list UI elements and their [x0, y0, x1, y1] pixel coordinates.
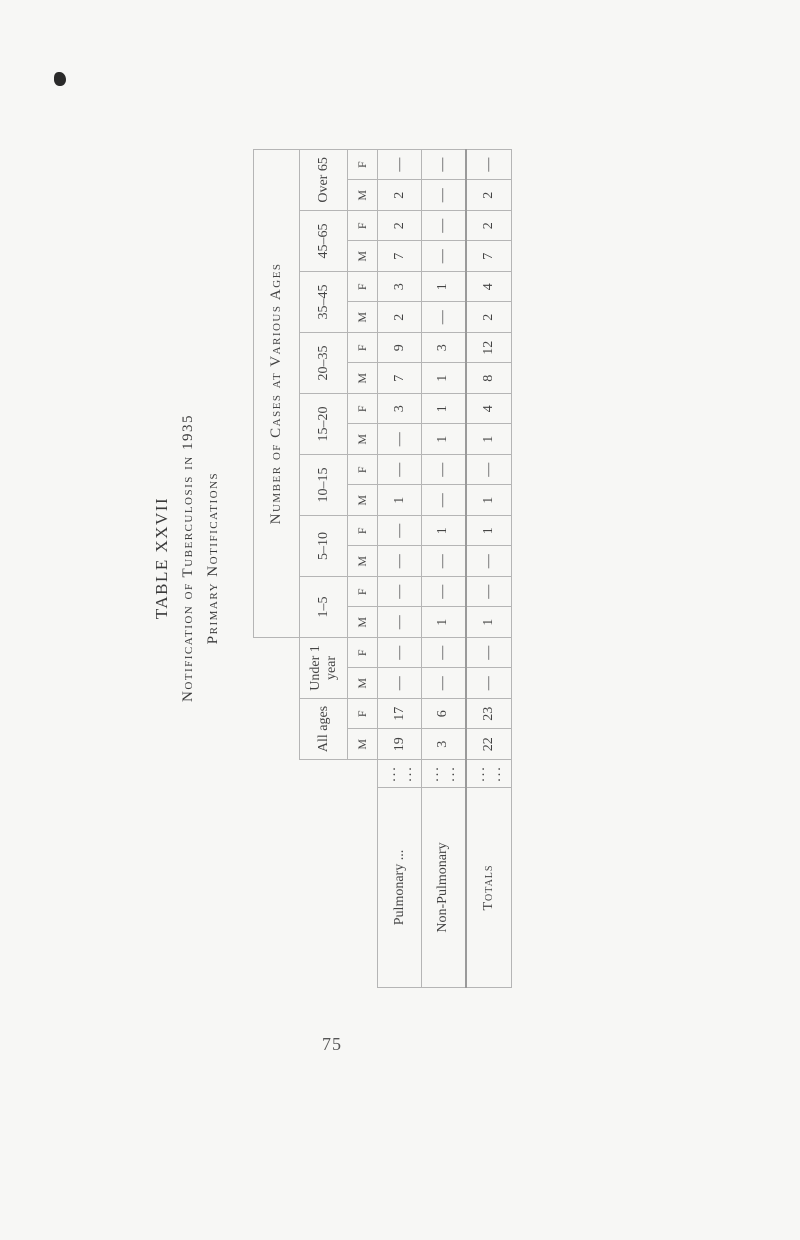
- table-cell: 2: [378, 180, 422, 211]
- table-subtitle: Notification of Tuberculosis in 1935: [180, 414, 196, 703]
- row-leader-dots: ... ...: [378, 760, 422, 788]
- table-cell: 2: [378, 302, 422, 333]
- table-cell: 7: [466, 241, 512, 272]
- table-cell: 1: [422, 607, 466, 638]
- sex-header-m: M: [348, 180, 378, 211]
- sex-header-f: F: [348, 699, 378, 730]
- header-age-group: 1–5: [300, 577, 348, 638]
- table-cell: —: [466, 577, 512, 608]
- sex-header-m: M: [348, 546, 378, 577]
- header-age-group: 20–35: [300, 333, 348, 394]
- ink-speck: [54, 72, 66, 86]
- table-cell: 3: [422, 729, 466, 760]
- table-cell: 1: [422, 424, 466, 455]
- header-age-group: 15–20: [300, 394, 348, 455]
- sex-header-m: M: [348, 302, 378, 333]
- sex-header-m: M: [348, 363, 378, 394]
- blank-spacer: [254, 638, 300, 760]
- table-cell: 7: [378, 363, 422, 394]
- header-age-group: 45–65: [300, 211, 348, 272]
- table-cell: 3: [378, 272, 422, 303]
- table-cell: 23: [466, 699, 512, 730]
- table-cell: —: [466, 638, 512, 669]
- table-cell: —: [422, 302, 466, 333]
- table-cell: 8: [466, 363, 512, 394]
- table-cell: —: [378, 455, 422, 486]
- table-cell: 3: [378, 394, 422, 425]
- rotated-table-block: [148, 128, 513, 988]
- table-cell: —: [378, 638, 422, 669]
- table-cell: 1: [422, 516, 466, 547]
- sex-header-m: M: [348, 729, 378, 760]
- table-cell: 1: [466, 424, 512, 455]
- sex-header-f: F: [348, 516, 378, 547]
- table-cell: 4: [466, 272, 512, 303]
- table-cell: —: [466, 546, 512, 577]
- table-cell: —: [466, 455, 512, 486]
- table-cell: —: [422, 211, 466, 242]
- table-cell: —: [466, 668, 512, 699]
- header-age-group: 5–10: [300, 516, 348, 577]
- table-cell: —: [378, 607, 422, 638]
- table-cell: 1: [422, 363, 466, 394]
- table-cell: —: [378, 516, 422, 547]
- sex-header-f: F: [348, 394, 378, 425]
- sex-header-m: M: [348, 607, 378, 638]
- table-titles: [148, 128, 253, 988]
- table-cell: 12: [466, 333, 512, 364]
- sex-header-f: F: [348, 333, 378, 364]
- table-subtitle-2: Primary Notifications: [205, 471, 221, 645]
- sex-header-m: M: [348, 485, 378, 516]
- blank-corner: [254, 760, 300, 988]
- blank-label-head: [300, 760, 348, 988]
- sex-header-f: F: [348, 638, 378, 669]
- header-age-group: Over 65: [300, 149, 348, 210]
- table-cell: —: [378, 577, 422, 608]
- table-cell: 2: [466, 180, 512, 211]
- table-cell: 2: [378, 211, 422, 242]
- row-leader-dots: ... ...: [466, 760, 512, 788]
- sex-header-m: M: [348, 241, 378, 272]
- table-cell: 1: [422, 272, 466, 303]
- notifications-table: [253, 149, 512, 988]
- table-row-non-pulmonary: [422, 149, 466, 987]
- table-cell: 1: [466, 607, 512, 638]
- table-cell: —: [422, 638, 466, 669]
- table-cell: —: [378, 424, 422, 455]
- table-cell: —: [422, 180, 466, 211]
- row-label: Non-Pulmonary: [422, 788, 466, 988]
- table-cell: —: [378, 546, 422, 577]
- table-cell: —: [378, 668, 422, 699]
- table-row-pulmonary: [378, 149, 422, 987]
- header-age-group: 35–45: [300, 272, 348, 333]
- blank-label-sex: [348, 760, 378, 988]
- ages-caption: Number of Cases at Various Ages: [254, 149, 300, 637]
- table-cell: 19: [378, 729, 422, 760]
- sex-header-f: F: [348, 272, 378, 303]
- sex-header-f: F: [348, 211, 378, 242]
- table-cell: 2: [466, 302, 512, 333]
- table-cell: 1: [422, 394, 466, 425]
- table-cell: —: [422, 455, 466, 486]
- page-number: 75: [322, 1034, 342, 1054]
- sex-header-f: F: [348, 577, 378, 608]
- table-cell: —: [422, 241, 466, 272]
- table-cell: 1: [466, 485, 512, 516]
- table-cell: 4: [466, 394, 512, 425]
- table-cell: 7: [378, 241, 422, 272]
- sex-header-m: M: [348, 424, 378, 455]
- table-cell: 1: [466, 516, 512, 547]
- table-cell: 6: [422, 699, 466, 730]
- sex-header-f: F: [348, 149, 378, 180]
- table-cell: —: [422, 485, 466, 516]
- table-cell: 9: [378, 333, 422, 364]
- table-cell: —: [422, 546, 466, 577]
- table-cell: —: [466, 149, 512, 180]
- header-age-group: 10–15: [300, 455, 348, 516]
- table-cell: —: [422, 577, 466, 608]
- table-row-totals: [466, 149, 512, 987]
- table-cell: 22: [466, 729, 512, 760]
- header-all-ages: All ages: [300, 699, 348, 760]
- row-leader-dots: ... ...: [422, 760, 466, 788]
- sex-header-m: M: [348, 668, 378, 699]
- row-label: Pulmonary ...: [378, 788, 422, 988]
- table-cell: 2: [466, 211, 512, 242]
- sex-header-f: F: [348, 455, 378, 486]
- table-cell: 3: [422, 333, 466, 364]
- table-cell: —: [378, 149, 422, 180]
- table-cell: —: [422, 668, 466, 699]
- table-cell: 1: [378, 485, 422, 516]
- row-label: Totals: [466, 788, 512, 988]
- header-age-group: Under 1 year: [300, 638, 348, 699]
- table-cell: 17: [378, 699, 422, 730]
- table-cell: —: [422, 149, 466, 180]
- table-number: TABLE XXVII: [152, 496, 171, 620]
